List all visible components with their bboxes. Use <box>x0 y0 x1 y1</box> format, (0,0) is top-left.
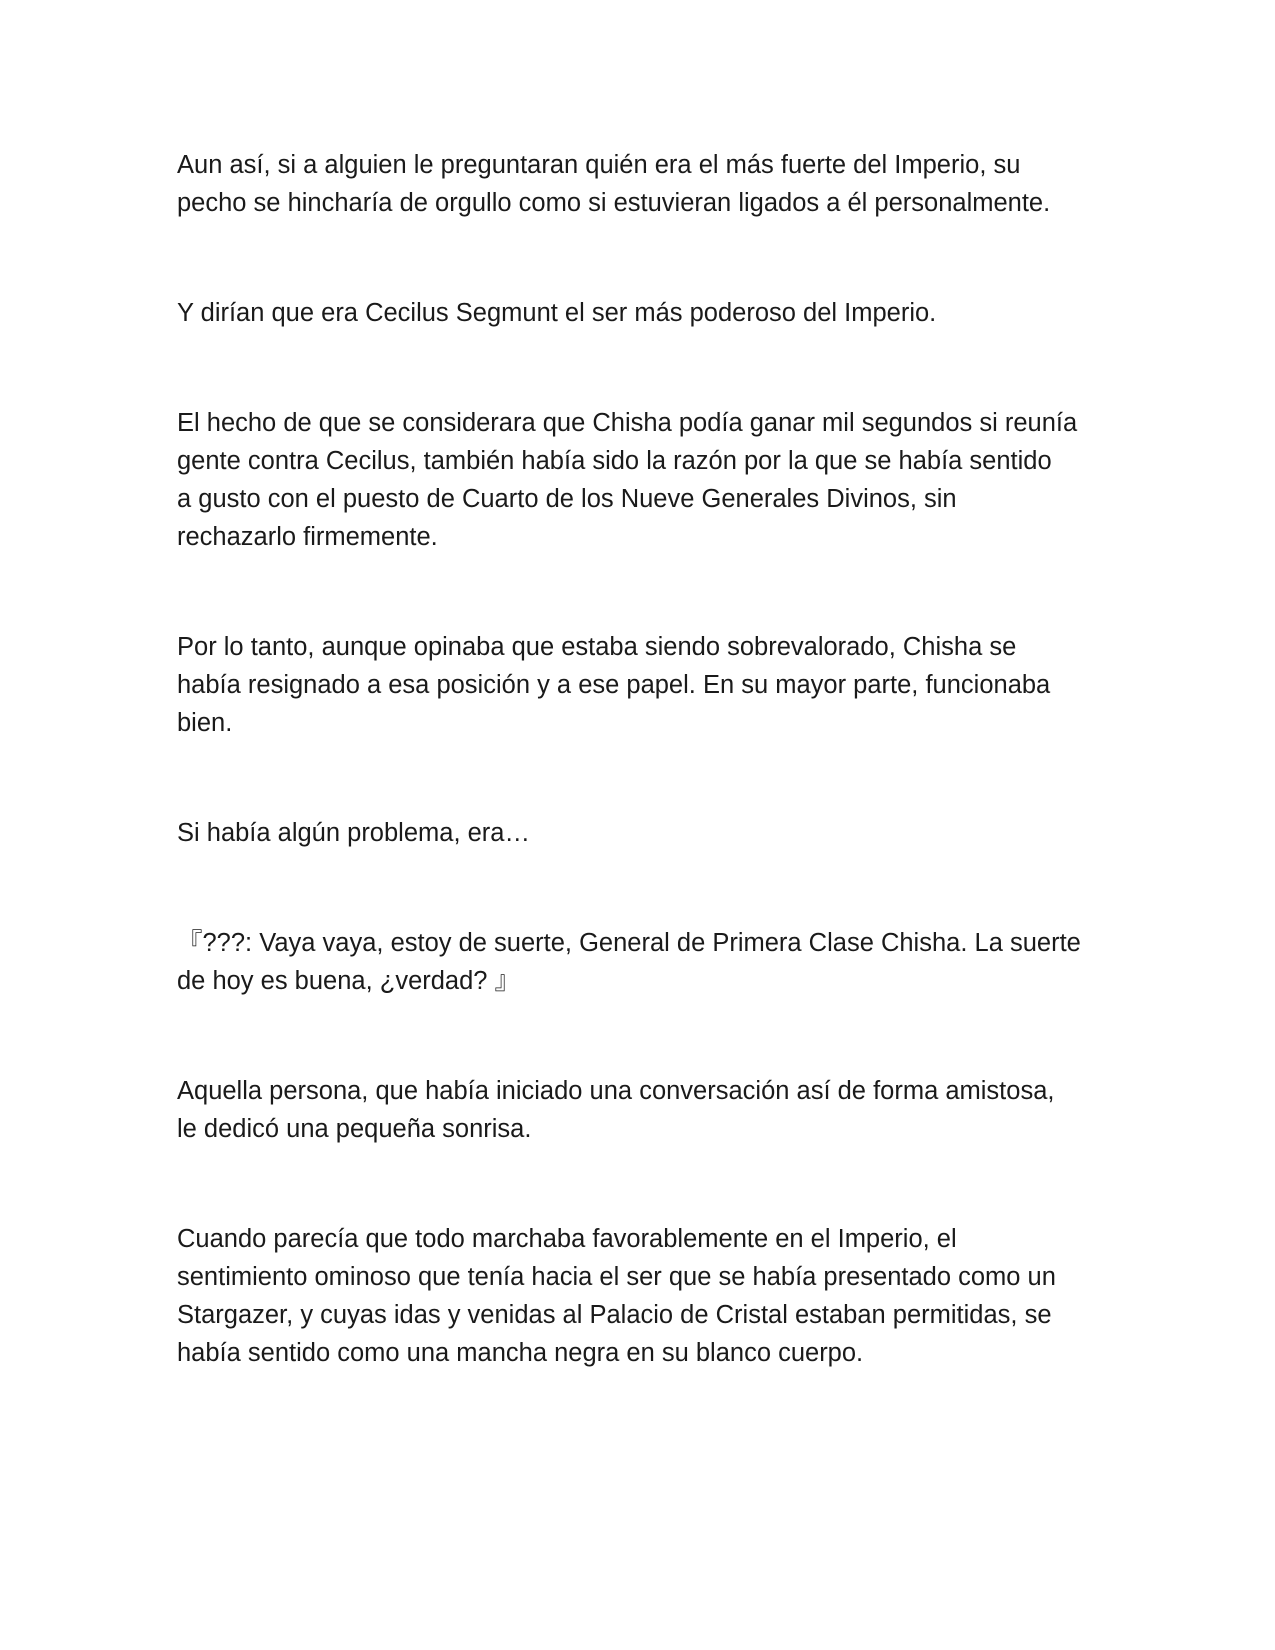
dialogue-paragraph <box>177 924 1107 1000</box>
text-line: El hecho de que se considerara que Chisha podía ganar mil segundos si reunía <box>177 409 1078 437</box>
text-line: Y dirían que era Cecilus Segmunt el ser más poderoso del Imperio. <box>177 299 937 327</box>
text-line: 『???: Vaya vaya, estoy de suerte, General de Primera Clase Chisha. La suerte <box>177 929 1081 957</box>
paragraph-3 <box>177 404 1107 556</box>
text-line: le dedicó una pequeña sonrisa. <box>177 1115 532 1143</box>
paragraph-4 <box>177 628 1107 742</box>
paragraph-2 <box>177 294 1107 332</box>
paragraph-7 <box>177 1072 1107 1148</box>
text-line: gente contra Cecilus, también había sido la razón por la que se había sentido <box>177 447 1052 475</box>
text-line: bien. <box>177 709 233 737</box>
text-line: Por lo tanto, aunque opinaba que estaba siendo sobrevalorado, Chisha se <box>177 633 1017 661</box>
paragraph-1 <box>177 146 1107 222</box>
text-line: Si había algún problema, era… <box>177 819 530 847</box>
text-line: Cuando parecía que todo marchaba favorablemente en el Imperio, el <box>177 1225 957 1253</box>
paragraph-8 <box>177 1220 1107 1372</box>
text-line: había sentido como una mancha negra en su blanco cuerpo. <box>177 1339 864 1367</box>
text-line: a gusto con el puesto de Cuarto de los Nueve Generales Divinos, sin <box>177 485 957 513</box>
text-line: pecho se hincharía de orgullo como si estuvieran ligados a él personalmente. <box>177 189 1051 217</box>
document-body <box>177 146 1107 1444</box>
text-line: Aquella persona, que había iniciado una conversación así de forma amistosa, <box>177 1077 1055 1105</box>
paragraph-5 <box>177 814 1107 852</box>
text-line: sentimiento ominoso que tenía hacia el ser que se había presentado como un <box>177 1263 1056 1291</box>
text-line: Stargazer, y cuyas idas y venidas al Palacio de Cristal estaban permitidas, se <box>177 1301 1052 1329</box>
text-line: de hoy es buena, ¿verdad? 』 <box>177 967 521 995</box>
text-line: rechazarlo firmemente. <box>177 523 438 551</box>
text-line: había resignado a esa posición y a ese papel. En su mayor parte, funcionaba <box>177 671 1051 699</box>
text-line: Aun así, si a alguien le preguntaran quién era el más fuerte del Imperio, su <box>177 151 1021 179</box>
